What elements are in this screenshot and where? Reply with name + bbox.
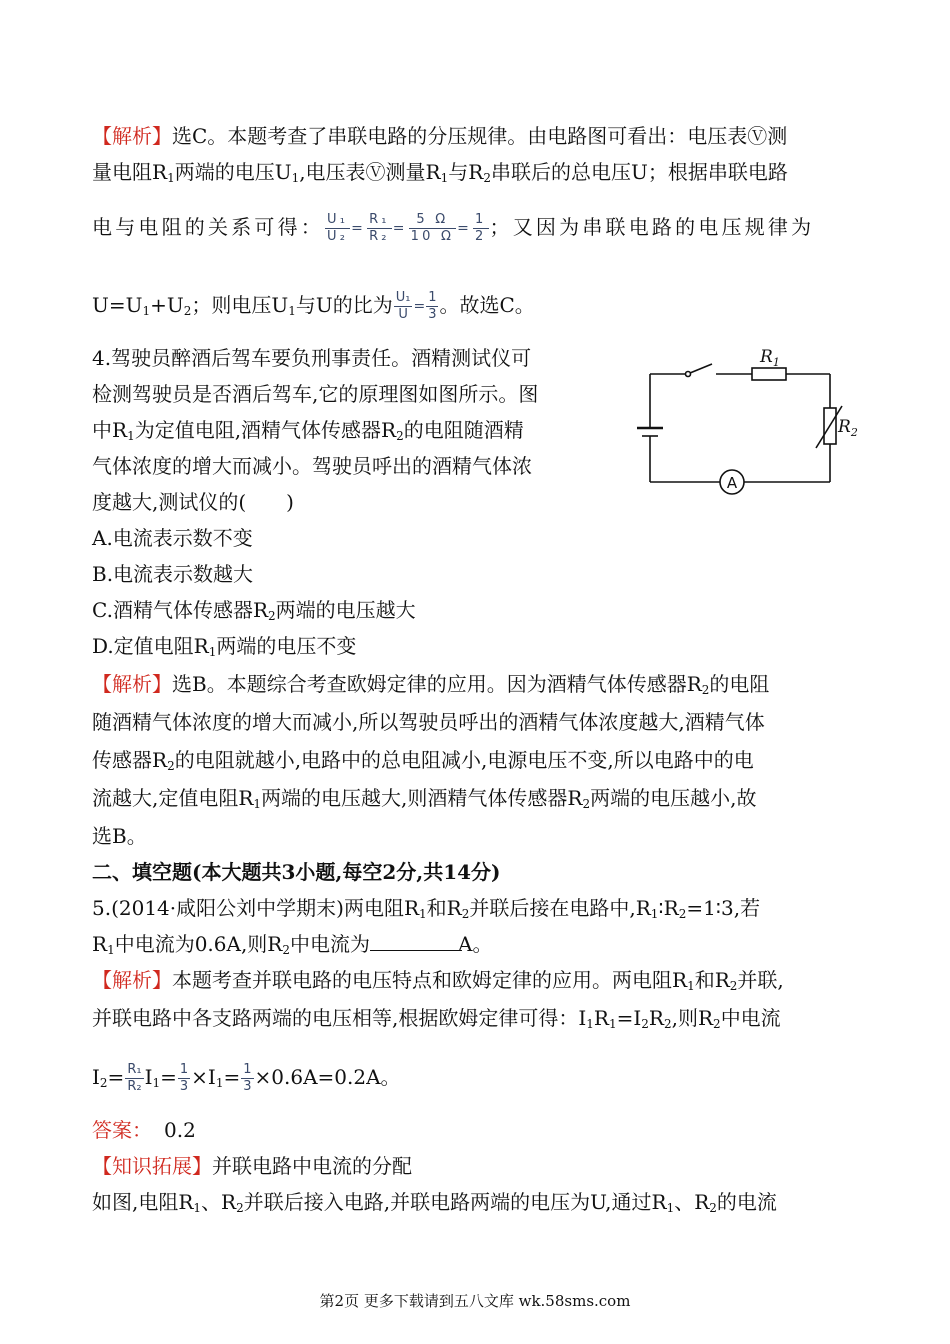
q4-option-b: B.电流表示数越大: [92, 562, 254, 586]
q3-analysis-line-1: 【解析】选C。本题考查了串联电路的分压规律。由电路图可看出：电压表Ⓥ测: [92, 124, 788, 148]
fraction-1-3: $\frac{1}{3}$: [428, 290, 437, 322]
q4-stem-line-3: 中$R_1$为定值电阻,酒精气体传感器$R_2$的电阻随酒精: [92, 418, 524, 443]
fraction-u1-u2: $\frac{\text{U₁}}{\text{U₂}}$: [327, 212, 349, 244]
q5-analysis-line-2: 并联电路中各支路两端的电压相等,根据欧姆定律可得：$I_1R_1=I_2R_2$,则$R_2$中电流: [92, 1006, 781, 1031]
q4-option-c: C.酒精气体传感器$R_2$两端的电压越大: [92, 598, 416, 623]
circuit-diagram: [626, 340, 856, 500]
q3-analysis-line-3: 电与电阻的关系可得： $\frac{\text{U₁}}{\text{U₂}}$ = $\frac{\text{R₁}}{\text{R₂}}$ = $\frac{5 \Omega}{10 \Omega}$ = $\frac{1}{2}$ ；又因为串联电路的电压规律为: [92, 212, 815, 244]
page-footer: 第2页 更多下载请到五八文库 wk.58sms.com: [319, 1292, 631, 1310]
fraction-r1-r2-q5: $\frac{\text{R₁}}{\text{R₂}}$: [127, 1062, 142, 1094]
analysis-tag: 【解析】: [92, 124, 172, 148]
q4-analysis-line-4: 流越大,定值电阻$R_1$两端的电压越大,则酒精气体传感器$R_2$两端的电压越小,故: [92, 786, 757, 811]
q3-analysis-line-2: 量电阻$R_1$两端的电压$U_1$,电压表Ⓥ测量$R_1$与$R_2$串联后的总电压U；根据串联电路: [92, 160, 788, 185]
fraction-1-3-a: $\frac{1}{3}$: [179, 1062, 189, 1094]
label-ammeter: A: [726, 474, 738, 492]
fraction-5-10: $\frac{5 \Omega}{10 \Omega}$: [410, 212, 455, 244]
q4-stem-line-5: 度越大,测试仪的( ): [92, 490, 294, 514]
label-r1: $R_1$: [760, 347, 780, 369]
knowledge-extension-line-1: 如图,电阻$R_1$、$R_2$并联后接入电路,并联电路两端的电压为U,通过$R_1$、$R_2$的电流: [92, 1190, 777, 1215]
fraction-1-2: $\frac{1}{2}$: [475, 212, 487, 244]
answer-blank: [370, 930, 458, 951]
q5-stem-line-1: 5.(2014·咸阳公刘中学期末)两电阻$R_1$和$R_2$并联后接在电路中$,R_1∶R_2=1∶3$,若: [92, 896, 761, 921]
q4-option-d: D.定值电阻$R_1$两端的电压不变: [92, 634, 357, 659]
fraction-u1-u: $\frac{\text{U₁}}{U}$: [395, 290, 411, 322]
q4-analysis-line-2: 随酒精气体浓度的增大而减小,所以驾驶员呼出的酒精气体浓度越大,酒精气体: [92, 710, 765, 734]
q4-stem-line-1: 4.驾驶员醉酒后驾车要负刑事责任。酒精测试仪可: [92, 346, 532, 370]
knowledge-extension-heading: 【知识拓展】并联电路中电流的分配: [92, 1154, 412, 1178]
fraction-1-3-b: $\frac{1}{3}$: [243, 1062, 252, 1094]
q5-analysis-line-1: 【解析】本题考查并联电路的电压特点和欧姆定律的应用。两电阻$R_1$和$R_2$并联,: [92, 968, 784, 993]
q5-answer: 答案： 0.2: [92, 1118, 196, 1142]
q4-stem-line-2: 检测驾驶员是否酒后驾车,它的原理图如图所示。图: [92, 382, 539, 406]
q5-analysis-line-3: $I_2=$ $\frac{\text{R₁}}{\text{R₂}}$ $I_1=$ $\frac{1}{3}$ $\times I_1=$ $\frac{1}{3}$ ×0.6A=0.2A。: [92, 1062, 401, 1094]
q4-stem-line-4: 气体浓度的增大而减小。驾驶员呼出的酒精气体浓: [92, 454, 532, 478]
resistor-r1: [752, 368, 786, 380]
q4-option-a: A.电流表示数不变: [92, 526, 253, 550]
q4-analysis-line-3: 传感器$R_2$的电阻就越小,电路中的总电阻减小,电源电压不变,所以电路中的电: [92, 748, 754, 773]
label-r2: $R_2$: [838, 417, 858, 439]
q3-analysis-line-4: $U=U_1+U_2$；则电压$U_1$与U的比为 $\frac{\text{U₁}}{U}$ = $\frac{1}{3}$ 。故选C。: [92, 290, 535, 322]
q5-stem-line-2: $R_1$中电流为0.6A,则$R_2$中电流为 A。: [92, 932, 493, 957]
fraction-r1-r2: $\frac{\text{R₁}}{\text{R₂}}$: [369, 212, 390, 244]
q4-analysis-line-5: 选B。: [92, 824, 147, 848]
section-2-heading: 二、填空题(本大题共3小题,每空2分,共14分): [92, 860, 501, 884]
switch-blade: [690, 364, 712, 373]
q4-analysis-line-1: 【解析】选B。本题综合考查欧姆定律的应用。因为酒精气体传感器$R_2$的电阻: [92, 672, 770, 697]
